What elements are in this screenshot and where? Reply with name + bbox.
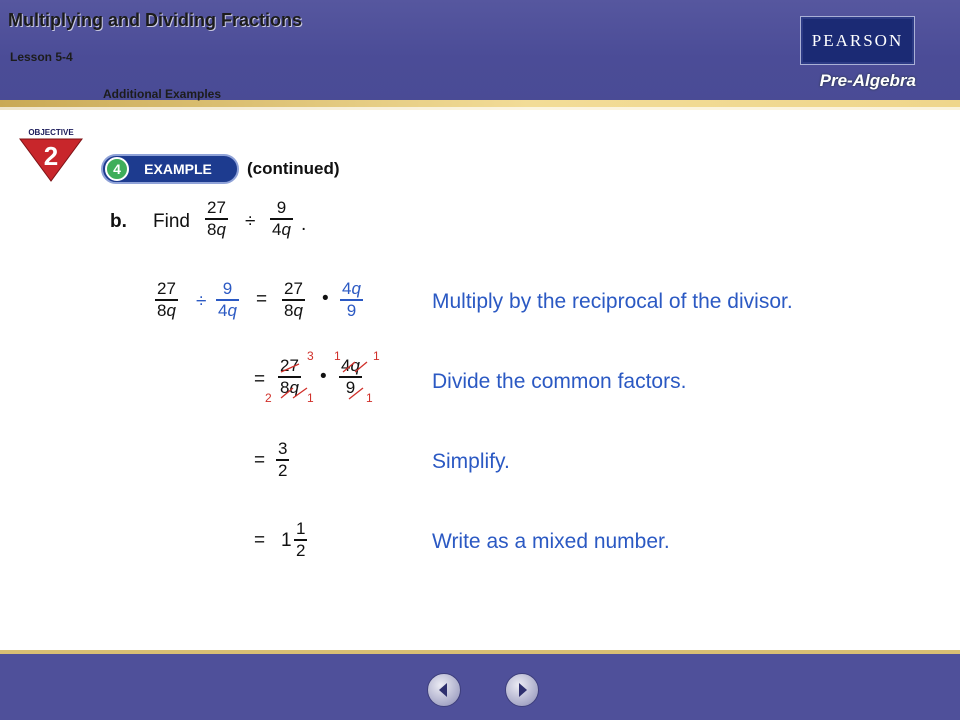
step1-equals-sign: = — [256, 289, 268, 310]
problem-part-label: b. — [110, 211, 127, 232]
fraction-numerator: 27 — [207, 198, 226, 217]
continued-label: (continued) — [247, 159, 340, 178]
fraction-numerator: 4q — [342, 279, 361, 298]
example-number: 4 — [113, 161, 121, 177]
step3-result-fraction — [276, 439, 289, 481]
problem-fraction-1 — [205, 198, 228, 240]
fraction-numerator: 27 — [157, 279, 176, 298]
cancel-result-9: 1 — [366, 391, 373, 405]
fraction-denominator: 8q — [207, 220, 226, 239]
pearson-logo: PEARSON — [800, 16, 915, 65]
previous-slide-button[interactable] — [427, 673, 461, 707]
objective-badge-icon — [16, 127, 86, 183]
fraction-numerator: 3 — [278, 439, 288, 458]
step1-multiply-dot: • — [322, 288, 329, 309]
step1-left-fraction-1 — [155, 279, 178, 321]
step3-explanation: Simplify. — [432, 450, 510, 473]
step4-equals-sign: = — [254, 530, 266, 551]
step4-whole-number: 1 — [281, 530, 292, 551]
divide-sign: ÷ — [245, 211, 256, 232]
footer-bar — [0, 654, 960, 720]
chevron-right-icon — [506, 674, 538, 706]
fraction-numerator: 27 — [284, 279, 303, 298]
fraction-denominator: 8q — [280, 378, 299, 397]
objective-label: OBJECTIVE — [28, 128, 74, 137]
lesson-number: Lesson 5-4 — [10, 50, 73, 64]
cancel-result-q-denominator: 1 — [307, 391, 314, 405]
fraction-denominator: 9 — [345, 378, 356, 397]
step1-left-fraction-2 — [216, 279, 239, 321]
objective-number: 2 — [43, 141, 59, 171]
chevron-left-icon — [428, 674, 460, 706]
fraction-denominator: 4q — [272, 220, 291, 239]
fraction-numerator: 1 — [296, 519, 306, 538]
lesson-title: Multiplying and Dividing Fractions — [8, 10, 303, 30]
step1-right-fraction-2 — [340, 279, 363, 321]
fraction-denominator: 9 — [346, 301, 357, 320]
cancel-result-8: 2 — [265, 391, 272, 405]
step2-multiply-dot: • — [320, 366, 327, 387]
fraction-numerator: 4q — [341, 356, 360, 375]
cancel-result-27: 3 — [307, 349, 314, 363]
step1-right-fraction-1 — [282, 279, 305, 321]
fraction-numerator: 27 — [280, 356, 299, 375]
step1-divide-sign: ÷ — [196, 291, 207, 312]
header-divider-highlight — [0, 107, 960, 110]
fraction-denominator: 8q — [157, 301, 176, 320]
fraction-numerator: 9 — [222, 279, 233, 298]
fraction-denominator: 2 — [278, 461, 288, 480]
fraction-numerator: 9 — [276, 198, 287, 217]
cancel-result-q-numerator: 1 — [373, 349, 380, 363]
step4-result-fraction — [294, 519, 307, 561]
fraction-denominator: 4q — [218, 301, 237, 320]
example-badge-icon — [100, 152, 240, 186]
example-label: EXAMPLE — [144, 161, 212, 177]
step2-explanation: Divide the common factors. — [432, 370, 687, 393]
step2-equals-sign: = — [254, 369, 266, 390]
section-name: Additional Examples — [103, 87, 222, 101]
next-slide-button[interactable] — [505, 673, 539, 707]
problem-verb: Find — [153, 211, 190, 232]
course-name: Pre-Algebra — [819, 71, 916, 90]
step3-equals-sign: = — [254, 450, 266, 471]
cancel-result-4: 1 — [334, 349, 341, 363]
step1-explanation: Multiply by the reciprocal of the divisor. — [432, 290, 793, 313]
problem-period: . — [301, 214, 307, 235]
problem-fraction-2 — [270, 198, 293, 240]
fraction-denominator: 2 — [296, 541, 306, 560]
step4-explanation: Write as a mixed number. — [432, 530, 670, 553]
fraction-denominator: 8q — [284, 301, 303, 320]
